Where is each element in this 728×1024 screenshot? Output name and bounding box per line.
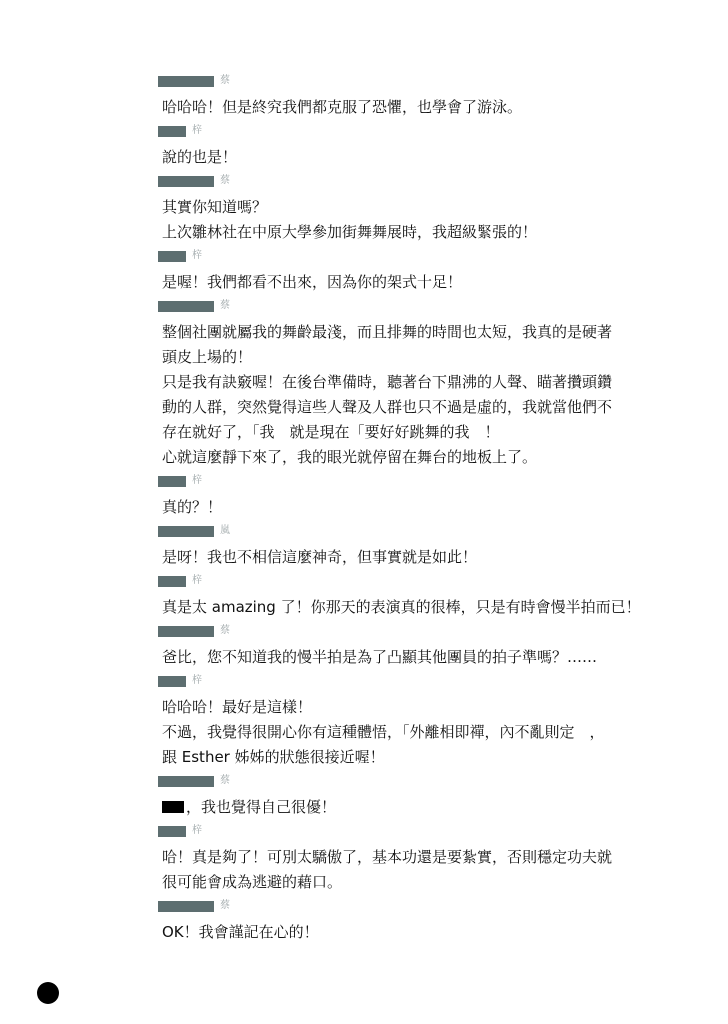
speaker-marker xyxy=(158,674,202,688)
page-marker-dot xyxy=(37,982,59,1004)
redacted-name-bar xyxy=(158,776,214,787)
speech-line xyxy=(162,798,336,816)
redacted-name-bar xyxy=(158,626,214,637)
speaker-marker xyxy=(158,249,202,263)
speaker-label: 梓 xyxy=(192,825,202,836)
speech-line: 動的人群，突然覺得這些人聲及人群也只不過是虛的，我就當他們不 xyxy=(162,398,613,416)
speaker-marker xyxy=(158,74,230,88)
speech-line: 存在就好了，「我 就是現在「要好好跳舞的我 ！ xyxy=(162,423,500,441)
speech-line: 是喔！我們都看不出來，因為你的架式十足！ xyxy=(162,273,463,291)
speech-line: 頭皮上場的！ xyxy=(162,348,253,366)
redacted-name-bar xyxy=(158,251,186,262)
speaker-label: 嵐 xyxy=(220,525,230,536)
speech-line: 跟 Esther 姊姊的狀態很接近喔！ xyxy=(162,748,385,766)
speech-line: 真的？！ xyxy=(162,498,223,516)
speaker-marker xyxy=(158,474,202,488)
speaker-marker xyxy=(158,574,202,588)
speech-line: 是呀！我也不相信這麼神奇，但事實就是如此！ xyxy=(162,548,478,566)
speaker-label: 梓 xyxy=(192,250,202,261)
speaker-label: 梓 xyxy=(192,125,202,136)
speaker-marker xyxy=(158,774,230,788)
speaker-label: 蔡 xyxy=(220,300,230,311)
speech-line: OK！我會謹記在心的！ xyxy=(162,923,319,941)
redacted-name-bar xyxy=(158,476,186,487)
speech-line: 說的也是！ xyxy=(162,148,238,166)
speech-line: 哈哈哈！最好是這樣！ xyxy=(162,698,313,716)
speech-line: 其實你知道嗎？ xyxy=(162,198,268,216)
redacted-name-bar xyxy=(158,826,186,837)
speaker-marker xyxy=(158,824,202,838)
speech-line: 只是我有訣竅喔！在後台準備時，聽著台下鼎沸的人聲、瞄著攢頭鑽 xyxy=(162,373,613,391)
redacted-name-bar xyxy=(158,576,186,587)
speaker-label: 蔡 xyxy=(220,175,230,186)
speaker-marker xyxy=(158,899,230,913)
speech-line: 整個社團就屬我的舞齡最淺，而且排舞的時間也太短，我真的是硬著 xyxy=(162,323,613,341)
speaker-label: 蔡 xyxy=(220,775,230,786)
speech-line: 不過，我覺得很開心你有這種體悟，「外離相即禪，內不亂則定 ， xyxy=(162,723,605,741)
redacted-name-bar xyxy=(158,176,214,187)
redacted-name-bar xyxy=(158,901,214,912)
speaker-marker xyxy=(158,299,230,313)
speaker-label: 梓 xyxy=(192,475,202,486)
speaker-marker xyxy=(158,624,230,638)
speaker-marker xyxy=(158,124,202,138)
speaker-label: 蔡 xyxy=(220,75,230,86)
speaker-label: 蔡 xyxy=(220,625,230,636)
redacted-name-inline xyxy=(162,801,184,813)
speaker-label: 梓 xyxy=(192,675,202,686)
speech-line: 爸比，您不知道我的慢半拍是為了凸顯其他團員的拍子準嗎？…… xyxy=(162,648,598,666)
speech-line: 上次雛林社在中原大學參加街舞舞展時，我超級緊張的！ xyxy=(162,223,538,241)
speech-line: 很可能會成為逃避的藉口。 xyxy=(162,873,343,891)
speech-line: 真是太 amazing 了！你那天的表演真的很棒，只是有時會慢半拍而已！ xyxy=(162,598,641,616)
redacted-name-bar xyxy=(158,301,214,312)
redacted-name-bar xyxy=(158,526,214,537)
speaker-marker xyxy=(158,524,230,538)
speech-text: ，我也覺得自己很優！ xyxy=(186,798,337,816)
redacted-name-bar xyxy=(158,676,186,687)
speech-line: 哈！真是夠了！可別太驕傲了，基本功還是要紮實，否則穩定功夫就 xyxy=(162,848,613,866)
speaker-marker xyxy=(158,174,230,188)
redacted-name-bar xyxy=(158,126,186,137)
speech-line: 哈哈哈！但是終究我們都克服了恐懼，也學會了游泳。 xyxy=(162,98,523,116)
speech-line: 心就這麼靜下來了，我的眼光就停留在舞台的地板上了。 xyxy=(162,448,538,466)
speaker-label: 蔡 xyxy=(220,900,230,911)
redacted-name-bar xyxy=(158,76,214,87)
speaker-label: 梓 xyxy=(192,575,202,586)
